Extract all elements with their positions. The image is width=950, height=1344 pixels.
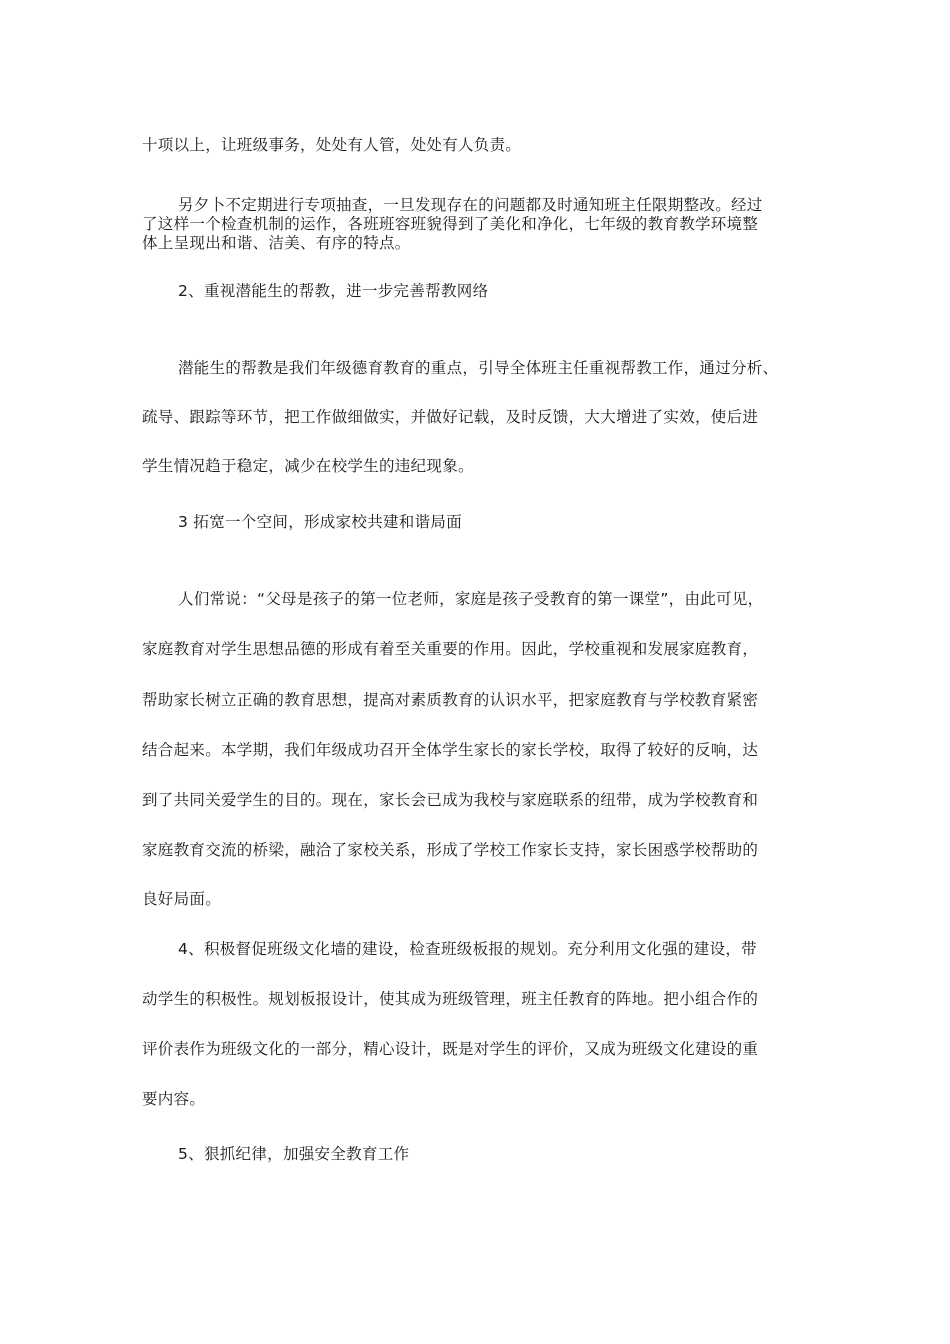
text-line: 帮助家长树立正确的教育思想，提高对素质教育的认识水平，把家庭教育与学校教育紧密: [142, 691, 759, 709]
text-line: 体上呈现出和谐、洁美、有序的特点。: [142, 234, 411, 252]
text-line: 疏导、跟踪等环节，把工作做细做实，并做好记载，及时反馈，大大增进了实效，使后进: [142, 408, 759, 426]
section-heading: 5、狠抓纪律，加强安全教育工作: [178, 1145, 410, 1163]
paragraph-line: 另夕卜不定期进行专项抽查，一旦发现存在的问题都及时通知班主任限期整改。经过: [178, 196, 763, 214]
text-line: 要内容。: [142, 1090, 206, 1108]
section-heading: 3 拓宽一个空间，形成家校共建和谐局面: [178, 513, 462, 531]
text-line: 到了共同关爱学生的目的。现在，家长会已成为我校与家庭联系的纽带，成为学校教育和: [142, 791, 759, 809]
text-line: 动学生的积极性。规划板报设计，使其成为班级管理，班主任教育的阵地。把小组合作的: [142, 990, 759, 1008]
text-line: 家庭教育对学生思想品德的形成有着至关重要的作用。因此，学校重视和发展家庭教育，: [142, 640, 759, 658]
section-heading: 4、积极督促班级文化墙的建设，检查班级板报的规划。充分利用文化强的建设，带: [178, 940, 757, 958]
text-line: 良好局面。: [142, 890, 222, 908]
paragraph-line: 人们常说：“父母是孩子的第一位老师，家庭是孩子受教育的第一课堂”，由此可见，: [178, 590, 764, 608]
text-line: 学生情况趋于稳定，减少在校学生的违纪现象。: [142, 457, 474, 475]
text-line: 评价表作为班级文化的一部分，精心设计，既是对学生的评价，又成为班级文化建设的重: [142, 1040, 759, 1058]
text-line: 了这样一个检查机制的运作，各班班容班貌得到了美化和净化，七年级的教育教学环境整: [142, 215, 759, 233]
paragraph-line: 潜能生的帮教是我们年级德育教育的重点，引导全体班主任重视帮教工作，通过分析、: [178, 359, 779, 377]
section-heading: 2、重视潜能生的帮教，进一步完善帮教网络: [178, 282, 489, 300]
text-line: 结合起来。本学期，我们年级成功召开全体学生家长的家长学校，取得了较好的反响，达: [142, 741, 759, 759]
text-line: 十项以上，让班级事务，处处有人管，处处有人负责。: [142, 136, 522, 154]
text-line: 家庭教育交流的桥梁，融洽了家校关系，形成了学校工作家长支持，家长困惑学校帮助的: [142, 841, 759, 859]
